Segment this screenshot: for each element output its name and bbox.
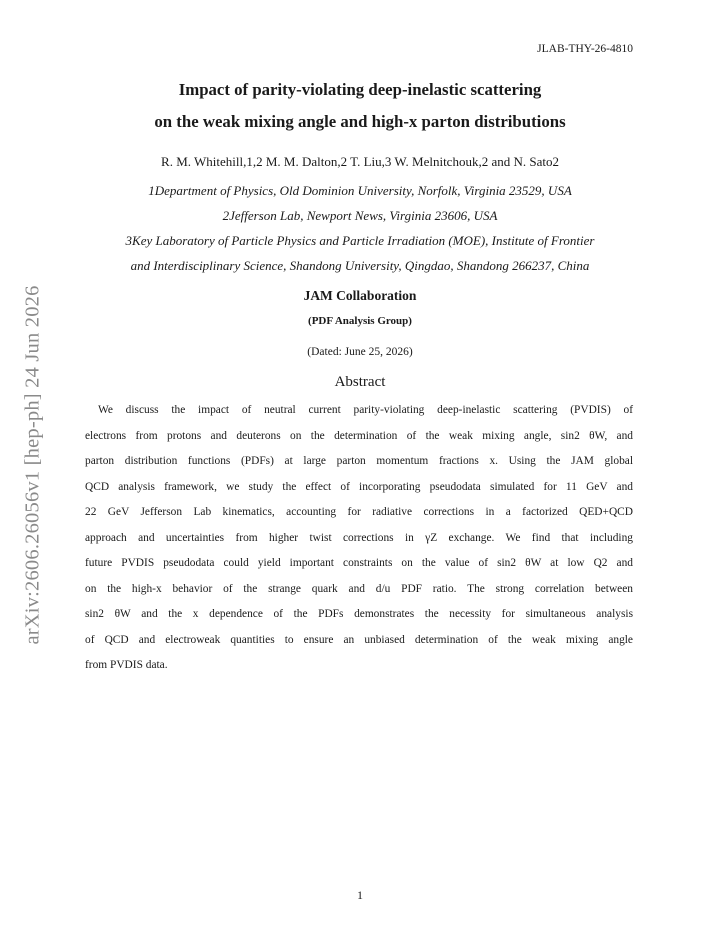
affiliation-3-continued: and Interdisciplinary Science, Shandong University, Qingdao, Shandong 266237, China xyxy=(130,258,590,273)
abstract-line: 22 GeV Jefferson Lab kinematics, accounting for radiative corrections in a factorized QED+QCD xyxy=(85,506,633,518)
date-line: (Dated: June 25, 2026) xyxy=(307,346,413,358)
abstract-line: approach and uncertainties from higher twist corrections in γZ exchange. We find that including xyxy=(85,531,633,544)
report-number: JLAB-THY-26-4810 xyxy=(537,43,633,55)
abstract-line: future PVDIS pseudodata could yield important constraints on the value of sin2 θW at low Q2 and xyxy=(85,557,633,569)
abstract-line: on the high-x behavior of the strange quark and d/u PDF ratio. The strong correlation between xyxy=(85,582,633,595)
abstract-body xyxy=(85,398,633,679)
abstract-line: parton distribution functions (PDFs) at large parton momentum fractions x. Using the JAM global xyxy=(85,455,633,467)
abstract-heading: Abstract xyxy=(334,374,386,390)
author-list: R. M. Whitehill,1,2 M. M. Dalton,2 T. Liu,3 W. Melnitchouk,2 and N. Sato2 xyxy=(161,154,559,169)
abstract-line: sin2 θW and the x dependence of the PDFs demonstrates the necessity for simultaneous analysis xyxy=(85,608,633,620)
abstract-line: We discuss the impact of neutral current parity-violating deep-inelastic scattering (PVDIS) of xyxy=(98,404,633,416)
abstract-line: from PVDIS data. xyxy=(85,659,168,671)
collaboration-name: JAM Collaboration xyxy=(303,288,417,303)
page-number: 1 xyxy=(357,888,363,902)
paper-title-line-1: Impact of parity-violating deep-inelastic scattering xyxy=(178,80,542,99)
analysis-group: (PDF Analysis Group) xyxy=(308,315,412,327)
arxiv-identifier-stamp: arXiv:2606.26056v1 [hep-ph] 24 Jun 2026 xyxy=(21,285,44,645)
affiliation-2: 2Jefferson Lab, Newport News, Virginia 23606, USA xyxy=(222,208,498,223)
abstract-line: of QCD and electroweak quantities to ensure an unbiased determination of the weak mixing angle xyxy=(85,633,633,646)
affiliation-3: 3Key Laboratory of Particle Physics and Particle Irradiation (MOE), Institute of Frontier xyxy=(125,233,595,248)
affiliation-1: 1Department of Physics, Old Dominion University, Norfolk, Virginia 23529, USA xyxy=(148,183,572,198)
abstract-line: electrons from protons and deuterons on the determination of the weak mixing angle, sin2 θW, and xyxy=(85,429,633,442)
paper-title-line-2: on the weak mixing angle and high-x parton distributions xyxy=(154,112,566,131)
abstract-line: QCD analysis framework, we study the effect of incorporating pseudodata simulated for 11 GeV and xyxy=(85,480,633,493)
